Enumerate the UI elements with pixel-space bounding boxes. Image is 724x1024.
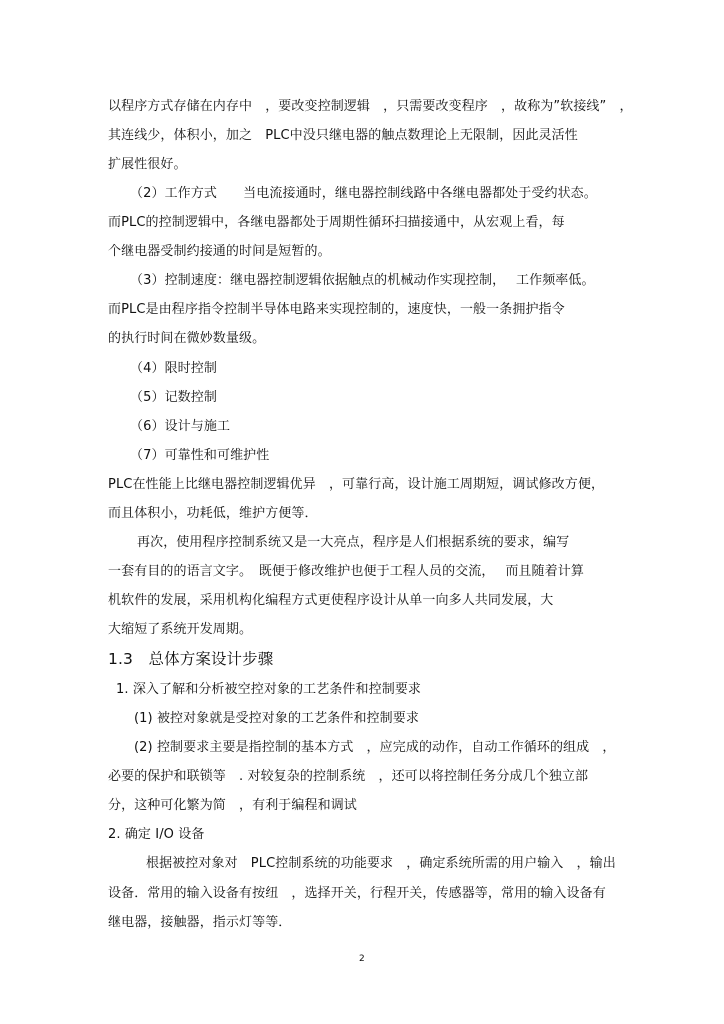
text-line: 继电器，接触器，指示灯等等． (108, 915, 292, 930)
list-item: （6）设计与施工 (130, 419, 231, 434)
text-line: 而PLC是由程序指令控制半导体电路来实现控制的，速度快，一般一条拥护指令 (108, 302, 565, 317)
text-line: 一套有目的的语言文字。 既便于修改维护也便于工程人员的交流， 而且随着计算 (108, 564, 584, 579)
text-line: 而且体积小，功耗低，维护方便等． (108, 506, 318, 521)
list-item: 2. 确定 I/O 设备 (108, 827, 205, 842)
text-line: （2）工作方式 当电流接通时，继电器控制线路中各继电器都处于受约状态。 (130, 186, 597, 201)
list-item: （7）可靠性和可维护性 (130, 448, 270, 463)
page-number: 2 (359, 954, 365, 964)
text-line: 设备．常用的输入设备有按纽 ，选择开关，行程开关，传感器等，常用的输入设备有 (108, 886, 606, 901)
list-item: (1) 被控对象就是受控对象的工艺条件和控制要求 (134, 711, 419, 726)
section-heading: 1.3 总体方案设计步骤 (108, 650, 274, 668)
text-line: 其连线少，体积小，加之 PLC中没只继电器的触点数理论上无限制，因此灵活性 (108, 128, 578, 143)
text-line: 以程序方式存储在内存中 ，要改变控制逻辑 ，只需要改变程序 ，故称为”软接线” ， (108, 99, 633, 114)
text-line: 分，这种可化繁为简 ，有利于编程和调试 (108, 798, 357, 813)
text-line: 再次，使用程序控制系统又是一大亮点，程序是人们根据系统的要求，编写 (137, 535, 570, 550)
text-line: 机软件的发展，采用机构化编程方式更使程序设计从单一向多人共同发展，大 (108, 593, 554, 608)
list-item: (2) 控制要求主要是指控制的基本方式 ，应完成的动作，自动工作循环的组成 ， (134, 740, 616, 755)
text-line: 根据被控对象对 PLC控制系统的功能要求 ，确定系统所需的用户输入 ，输出 (146, 856, 616, 871)
list-item: （4）限时控制 (130, 361, 217, 376)
text-line: 大缩短了系统开发周期。 (108, 622, 253, 637)
text-line: PLC在性能上比继电器控制逻辑优异 ，可靠行高，设计施工周期短，调试修改方便， (108, 477, 605, 492)
text-line: （3）控制速度：继电器控制逻辑依据触点的机械动作实现控制， 工作频率低。 (130, 273, 595, 288)
text-line: 个继电器受制约接通的时间是短暂的。 (108, 244, 331, 259)
list-item: 1. 深入了解和分析被空控对象的工艺条件和控制要求 (116, 682, 422, 697)
text-line: 而PLC的控制逻辑中，各继电器都处于周期性循环扫描接通中，从宏观上看，每 (108, 215, 565, 230)
text-line: 的执行时间在微妙数量级。 (108, 331, 266, 346)
text-line: 扩展性很好。 (108, 157, 187, 172)
list-item: （5）记数控制 (130, 390, 217, 405)
text-line: 必要的保护和联锁等 . 对较复杂的控制系统 ，还可以将控制任务分成几个独立部 (108, 769, 589, 784)
